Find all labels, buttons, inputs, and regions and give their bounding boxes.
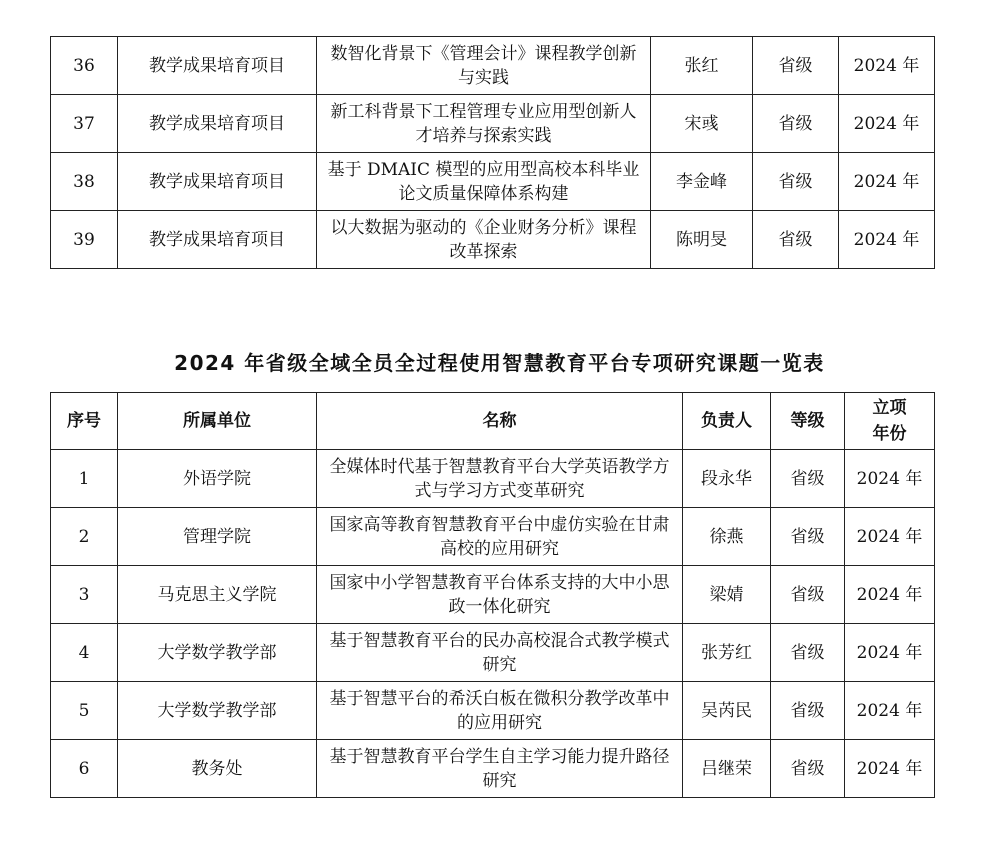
header-year xyxy=(845,393,935,450)
row-title xyxy=(317,740,683,798)
row-year: 2024 年 xyxy=(845,624,935,682)
row-title xyxy=(317,508,683,566)
row-year: 2024 年 xyxy=(845,566,935,624)
table-row xyxy=(51,566,935,624)
research-project-table xyxy=(50,392,935,798)
row-year: 2024 年 xyxy=(839,37,935,95)
header-unit: 所属单位 xyxy=(118,393,317,450)
row-title xyxy=(317,566,683,624)
row-title-text: 基于智慧教育平台学生自主学习能力提升路径研究 xyxy=(329,746,670,791)
row-level: 省级 xyxy=(771,566,845,624)
row-level: 省级 xyxy=(753,95,839,153)
row-level: 省级 xyxy=(771,740,845,798)
row-level: 省级 xyxy=(771,682,845,740)
row-number: 36 xyxy=(51,37,118,95)
row-title-text: 国家高等教育智慧教育平台中虚仿实验在甘肃高校的应用研究 xyxy=(329,514,670,559)
row-year: 2024 年 xyxy=(845,740,935,798)
row-leader: 吕继荣 xyxy=(683,740,771,798)
row-title xyxy=(317,153,651,211)
row-number: 5 xyxy=(51,682,118,740)
row-unit: 外语学院 xyxy=(118,450,317,508)
row-title-text: 数智化背景下《管理会计》课程教学创新与实践 xyxy=(330,43,637,88)
row-number: 4 xyxy=(51,624,118,682)
table-row xyxy=(51,740,935,798)
row-leader: 吴芮民 xyxy=(683,682,771,740)
row-unit: 大学数学教学部 xyxy=(118,624,317,682)
row-title-text: 国家中小学智慧教育平台体系支持的大中小思政一体化研究 xyxy=(329,572,670,617)
row-unit: 管理学院 xyxy=(118,508,317,566)
table-row xyxy=(51,624,935,682)
row-leader: 段永华 xyxy=(683,450,771,508)
row-leader: 张红 xyxy=(651,37,753,95)
row-title-text: 新工科背景下工程管理专业应用型创新人才培养与探索实践 xyxy=(330,101,637,146)
row-title xyxy=(317,682,683,740)
table-row xyxy=(51,450,935,508)
row-title-text: 基于智慧平台的希沃白板在微积分教学改革中的应用研究 xyxy=(329,688,670,733)
row-title xyxy=(317,624,683,682)
row-year: 2024 年 xyxy=(845,682,935,740)
row-level: 省级 xyxy=(753,37,839,95)
row-leader: 陈明旻 xyxy=(651,211,753,269)
row-level: 省级 xyxy=(771,624,845,682)
table-row xyxy=(51,153,935,211)
row-number: 3 xyxy=(51,566,118,624)
row-title xyxy=(317,37,651,95)
table-row xyxy=(51,508,935,566)
row-leader: 张芳红 xyxy=(683,624,771,682)
row-title xyxy=(317,211,651,269)
project-table-continued xyxy=(50,36,935,269)
header-year-line1: 立项 xyxy=(872,398,907,418)
header-level: 等级 xyxy=(771,393,845,450)
row-level: 省级 xyxy=(753,211,839,269)
row-title xyxy=(317,95,651,153)
row-unit: 大学数学教学部 xyxy=(118,682,317,740)
row-number: 38 xyxy=(51,153,118,211)
header-number: 序号 xyxy=(51,393,118,450)
row-number: 1 xyxy=(51,450,118,508)
row-number: 37 xyxy=(51,95,118,153)
row-number: 6 xyxy=(51,740,118,798)
row-unit: 教学成果培育项目 xyxy=(118,37,317,95)
row-title-text: 基于智慧教育平台的民办高校混合式教学模式研究 xyxy=(329,630,670,675)
table-row xyxy=(51,682,935,740)
row-leader: 徐燕 xyxy=(683,508,771,566)
row-unit: 马克思主义学院 xyxy=(118,566,317,624)
row-leader: 梁婧 xyxy=(683,566,771,624)
table-row xyxy=(51,211,935,269)
row-title-text: 全媒体时代基于智慧教育平台大学英语教学方式与学习方式变革研究 xyxy=(329,456,670,501)
row-year: 2024 年 xyxy=(845,450,935,508)
row-year: 2024 年 xyxy=(839,211,935,269)
row-number: 2 xyxy=(51,508,118,566)
row-unit: 教学成果培育项目 xyxy=(118,211,317,269)
row-unit: 教务处 xyxy=(118,740,317,798)
row-number: 39 xyxy=(51,211,118,269)
row-unit: 教学成果培育项目 xyxy=(118,153,317,211)
row-level: 省级 xyxy=(771,450,845,508)
row-year: 2024 年 xyxy=(845,508,935,566)
row-level: 省级 xyxy=(771,508,845,566)
row-unit: 教学成果培育项目 xyxy=(118,95,317,153)
header-leader: 负责人 xyxy=(683,393,771,450)
row-title-text: 以大数据为驱动的《企业财务分析》课程改革探索 xyxy=(330,217,637,262)
row-leader: 李金峰 xyxy=(651,153,753,211)
header-year-line2: 年份 xyxy=(872,424,907,444)
section-title: 2024 年省级全域全员全过程使用智慧教育平台专项研究课题一览表 xyxy=(174,351,825,375)
row-level: 省级 xyxy=(753,153,839,211)
row-leader: 宋彧 xyxy=(651,95,753,153)
table-header-row xyxy=(51,393,935,450)
table-row xyxy=(51,37,935,95)
header-title: 名称 xyxy=(317,393,683,450)
row-title xyxy=(317,450,683,508)
row-year: 2024 年 xyxy=(839,95,935,153)
row-year: 2024 年 xyxy=(839,153,935,211)
table-row xyxy=(51,95,935,153)
row-title-text: 基于 DMAIC 模型的应用型高校本科毕业论文质量保障体系构建 xyxy=(327,159,640,204)
